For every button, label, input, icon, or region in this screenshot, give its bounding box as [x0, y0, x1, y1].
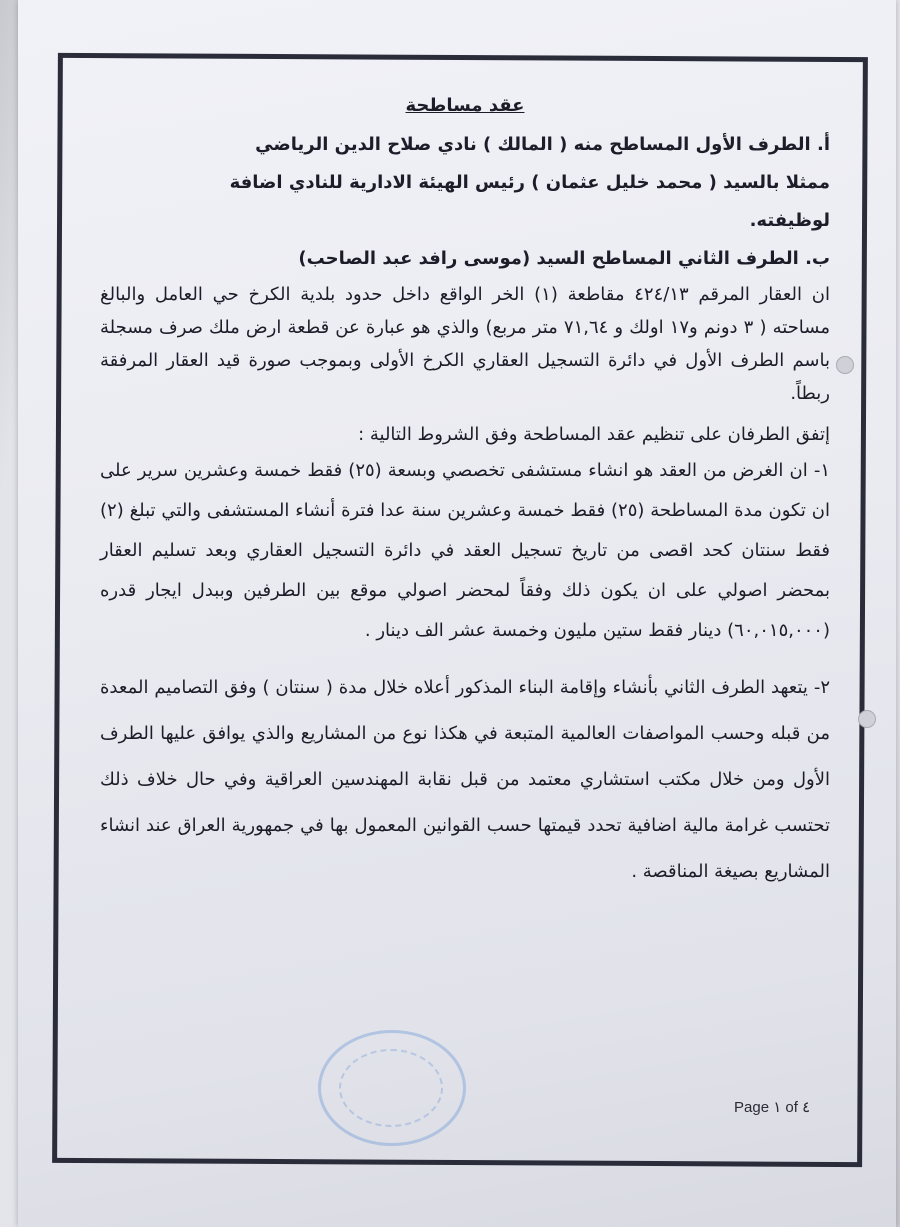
party-a-line3: لوظيفته. — [749, 210, 830, 231]
page-number: Page ١ of ٤ — [734, 1099, 811, 1116]
contract-body — [100, 95, 830, 895]
property-paragraph: ان العقار المرقم ٤٢٤/١٣ مقاطعة (١) الخر الواقع داخل حدود بلدية الكرخ حي العامل والبالغ مساحته ( ٣ دونم و١٧ اولك و ٧١,٦٤ متر مربع) والذي هو عبارة عن قطعة ارض ملك صرف مسجلة باسم الطرف الأول في دائرة التسجيل العقاري الكرخ الأولى وبموجب صورة قيد العقار المرفقة ربطاً. — [100, 284, 831, 404]
agreement-intro: إتفق الطرفان على تنظيم عقد المساطحة وفق الشروط التالية : — [358, 424, 830, 445]
faded-stamp-inner-ring — [339, 1049, 443, 1127]
faded-stamp — [318, 1030, 466, 1146]
clause-1 — [100, 451, 830, 651]
clause-1-text: ان الغرض من العقد هو انشاء مستشفى تخصصي وبسعة (٢٥) فقط خمسة وعشرين سرير على ان تكون مدة المساطحة (٢٥) فقط خمسة وعشرين سنة عدا فترة أنشاء المستشفى والتي تبلغ (٢) فقط سنتان كحد اقصى من تاريخ تسجيل العقد في دائرة التسجيل العقاري وبعد تسليم العقار بمحضر اصولي على ان يكون ذلك وفقاً لمحضر اصولي موقع بين الطرفين وببدل ايجار قدره (٦٠,٠١٥,٠٠٠) دينار فقط ستين مليون وخمسة عشر الف دينار . — [100, 460, 830, 641]
contract-title: عقد مساطحة — [405, 95, 525, 116]
punch-hole-top — [836, 356, 854, 374]
clause-2-number: ٢- — [813, 677, 830, 698]
party-a-line2: ممثلا بالسيد ( محمد خليل عثمان ) رئيس الهيئة الادارية للنادي اضافة — [229, 172, 830, 193]
clause-1-number: ١- — [813, 460, 830, 481]
party-b-line: ب. الطرف الثاني المساطح السيد (موسى رافد عبد الصاحب) — [298, 248, 830, 269]
party-a-line1: أ. الطرف الأول المساطح منه ( المالك ) نادي صلاح الدين الرياضي — [255, 134, 830, 155]
punch-hole-bottom — [858, 710, 876, 728]
clause-2-text: يتعهد الطرف الثاني بأنشاء وإقامة البناء المذكور أعلاه خلال مدة ( سنتان ) وفق التصاميم المعدة من قبله وحسب المواصفات العالمية المتبعة في هكذا نوع من المشاريع والذي يوافق عليها الطرف الأول ومن خلال مكتب استشاري معتمد من قبل نقابة المهندسين العراقية وفي حال خلاف ذلك تحتسب غرامة مالية اضافية تحدد قيمتها حسب القوانين المعمول بها في جمهورية العراق عند انشاء المشاريع بصيغة المناقصة . — [100, 677, 830, 882]
clause-2 — [100, 665, 830, 895]
